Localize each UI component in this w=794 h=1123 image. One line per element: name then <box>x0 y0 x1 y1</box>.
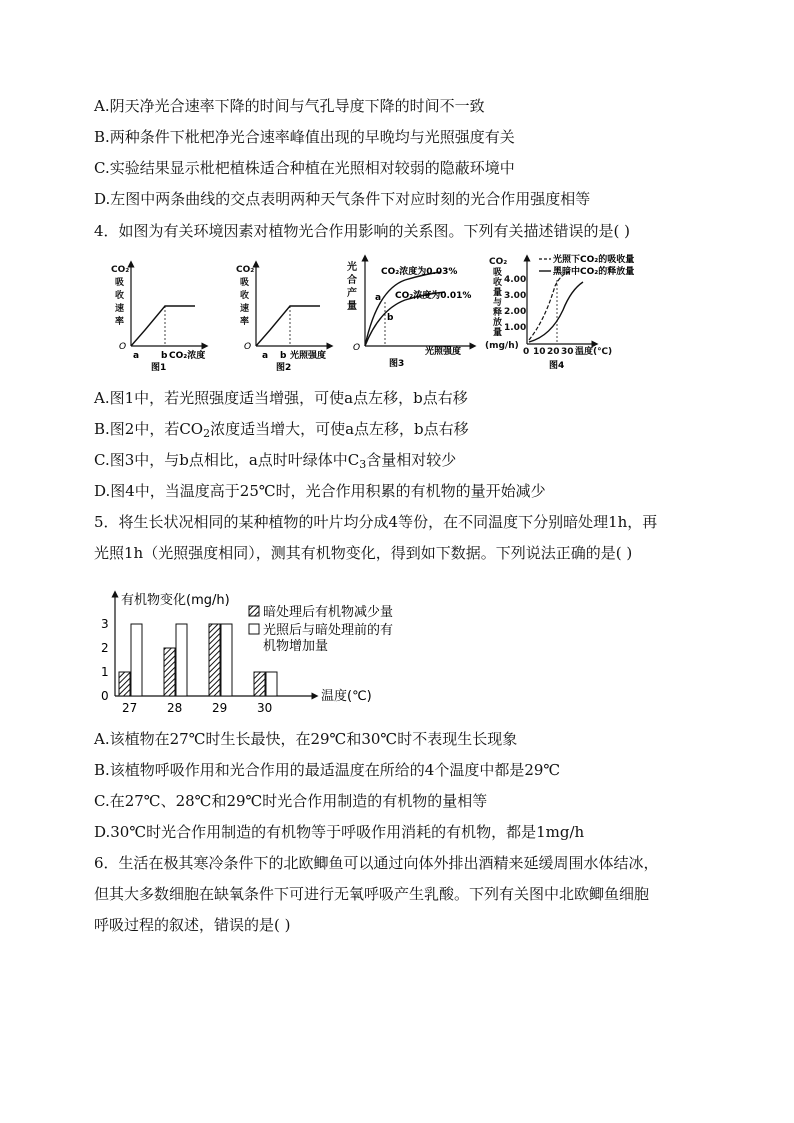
chart-legend <box>249 604 393 654</box>
fig4-ylabel-5: 释 <box>493 308 503 318</box>
fig4-ytick-1: 1.00 <box>504 323 527 333</box>
legend-swatch-open <box>249 624 259 634</box>
bar-open-30 <box>266 672 277 696</box>
fig4-ylabel-4: 与 <box>493 298 503 308</box>
fig2-caption: 图2 <box>276 363 292 373</box>
fig2-point-a: a <box>262 351 269 361</box>
fig4-caption: 图4 <box>549 361 565 371</box>
q4-option-c: C.图3中，与b点相比，a点时叶绿体中$C_3$含量相对较少 <box>94 451 457 471</box>
bar-hatched-27 <box>119 672 130 696</box>
fig2-ylabel-0: CO₂ <box>236 265 255 275</box>
fig3-caption: 图3 <box>389 359 405 369</box>
figure-2 <box>236 264 330 373</box>
fig2-origin: O <box>244 342 252 352</box>
q4-figures <box>105 250 675 380</box>
fig3-origin: O <box>353 343 361 353</box>
fig2-ylabel-3: 速 <box>240 304 250 314</box>
fig1-xlabel: CO₂浓度 <box>169 351 206 361</box>
figure-1 <box>111 264 205 373</box>
fig1-origin: O <box>119 342 127 352</box>
q4-stem: 4．如图为有关环境因素对植物光合作用影响的关系图。下列有关描述错误的是( ) <box>94 222 631 240</box>
fig1-caption: 图1 <box>151 363 167 373</box>
q5-option-d: D.30℃时光合作用制造的有机物等于呼吸作用消耗的有机物，都是1mg/h <box>94 823 585 841</box>
y-tick-label: 2 <box>101 641 109 655</box>
q4-option-b: B.图2中，若$CO_2$浓度适当增大，可使a点左移，b点右移 <box>94 420 469 440</box>
q6-line-3: 呼吸过程的叙述，错误的是( ) <box>94 916 291 934</box>
figure-4 <box>485 253 634 371</box>
q4-option-a: A.图1中，若光照强度适当增强，可使a点左移，b点右移 <box>94 389 468 407</box>
fig4-xlabel: 温度(℃) <box>575 347 613 357</box>
q4-option-d: D.图4中，当温度高于25℃时，光合作用积累的有机物的量开始减少 <box>94 482 546 500</box>
fig2-ylabel-4: 率 <box>240 317 250 327</box>
fig4-origin: 0 <box>523 347 530 357</box>
fig4-legend-1: 光照下CO₂的吸收量 <box>553 255 635 265</box>
fig1-ylabel-0: CO₂ <box>111 265 130 275</box>
q3-option-c: C.实验结果显示枇杷植株适合种植在光照相对较弱的隐蔽环境中 <box>94 159 515 177</box>
fig3-point-a: a <box>375 293 382 303</box>
fig4-unit: (mg/h) <box>485 341 519 351</box>
fig3-ylabel-0: 光 <box>347 262 357 273</box>
legend-label-1: 暗处理后有机物减少量 <box>263 605 394 620</box>
fig3-curve1-label: CO₂浓度为0.03% <box>381 267 458 277</box>
fig1-point-b: b <box>161 351 168 361</box>
q3-option-d: D.左图中两条曲线的交点表明两种天气条件下对应时刻的光合作用强度相等 <box>94 190 591 208</box>
fig2-ylabel-1: 吸 <box>240 278 250 288</box>
x-tick-label: 29 <box>212 701 228 713</box>
fig4-xtick-30: 30 <box>561 347 574 357</box>
bar-hatched-30 <box>254 672 265 696</box>
fig1-ylabel-3: 速 <box>115 304 125 314</box>
fig2-point-b: b <box>280 351 287 361</box>
bar-open-29 <box>221 624 232 696</box>
fig3-point-b: b <box>387 313 394 323</box>
fig3-ylabel-3: 量 <box>347 301 357 312</box>
figure-3 <box>347 258 473 369</box>
chart-xlabel: 温度(℃) <box>321 689 372 704</box>
q5-option-a: A.该植物在27℃时生长最快，在29℃和30℃时不表现生长现象 <box>94 730 518 748</box>
fig4-ylabel-7: 量 <box>493 328 503 338</box>
x-tick-label: 28 <box>167 701 183 713</box>
fig3-curve2-label: CO₂浓度为0.01% <box>395 291 472 301</box>
q3-option-a: A.阴天净光合速率下降的时间与气孔导度下降的时间不一致 <box>94 97 485 115</box>
fig3-ylabel-1: 合 <box>347 275 357 286</box>
fig1-ylabel-1: 吸 <box>115 278 125 288</box>
bar-open-27 <box>131 624 142 696</box>
fig4-legend-2: 黑暗中CO₂的释放量 <box>553 267 635 277</box>
fig4-xtick-20: 20 <box>547 347 560 357</box>
fig4-ytick-4: 4.00 <box>504 275 527 285</box>
fig3-ylabel-2: 产 <box>347 288 357 299</box>
legend-label-2: 光照后与暗处理前的有 <box>263 623 394 638</box>
x-tick-label: 27 <box>122 701 138 713</box>
q5-option-c: C.在27℃、28℃和29℃时光合作用制造的有机物的量相等 <box>94 792 488 810</box>
fig4-ylabel-6: 放 <box>493 318 503 328</box>
q5-bar-chart <box>95 588 405 713</box>
fig2-xlabel: 光照强度 <box>290 351 327 361</box>
legend-swatch-hatched <box>249 606 259 616</box>
q6-line-2: 但其大多数细胞在缺氧条件下可进行无氧呼吸产生乳酸。下列有关图中北欧鲫鱼细胞 <box>94 885 650 903</box>
fig1-ylabel-4: 率 <box>115 317 125 327</box>
fig3-xlabel: 光照强度 <box>425 347 462 357</box>
y-tick-label: 1 <box>101 665 109 679</box>
fig2-ylabel-2: 收 <box>240 291 250 301</box>
fig4-ylabel-1: 吸 <box>493 268 503 278</box>
q5-option-b: B.该植物呼吸作用和光合作用的最适温度在所给的4个温度中都是29℃ <box>94 761 561 779</box>
fig1-ylabel-2: 收 <box>115 291 125 301</box>
q3-option-b: B.两种条件下枇杷净光合速率峰值出现的早晚均与光照强度有关 <box>94 128 515 146</box>
q5-stem-line-1: 5．将生长状况相同的某种植物的叶片均分成4等份，在不同温度下分别暗处理1h，再 <box>94 513 658 531</box>
q6-line-1: 6．生活在极其寒冷条件下的北欧鲫鱼可以通过向体外排出酒精来延缓周围水体结冰， <box>94 854 659 872</box>
chart-ylabel: 有机物变化(mg/h) <box>121 593 230 608</box>
bar-hatched-28 <box>164 648 175 696</box>
legend-label-3: 机物增加量 <box>263 639 329 654</box>
fig4-ylabel-2: 收 <box>493 278 503 288</box>
fig4-ytick-2: 2.00 <box>504 307 527 317</box>
fig4-ytick-3: 3.00 <box>504 291 527 301</box>
bar-open-28 <box>176 624 187 696</box>
fig4-xtick-10: 10 <box>533 347 546 357</box>
x-tick-label: 30 <box>257 701 273 713</box>
fig4-ylabel-0: CO₂ <box>489 257 508 267</box>
fig4-ylabel-3: 量 <box>493 288 503 298</box>
fig1-point-a: a <box>133 351 140 361</box>
q5-stem-line-2: 光照1h（光照强度相同），测其有机物变化，得到如下数据。下列说法正确的是( ) <box>94 544 633 562</box>
y-tick-label: 0 <box>101 689 109 703</box>
y-tick-label: 3 <box>101 617 109 631</box>
bar-hatched-29 <box>209 624 220 696</box>
